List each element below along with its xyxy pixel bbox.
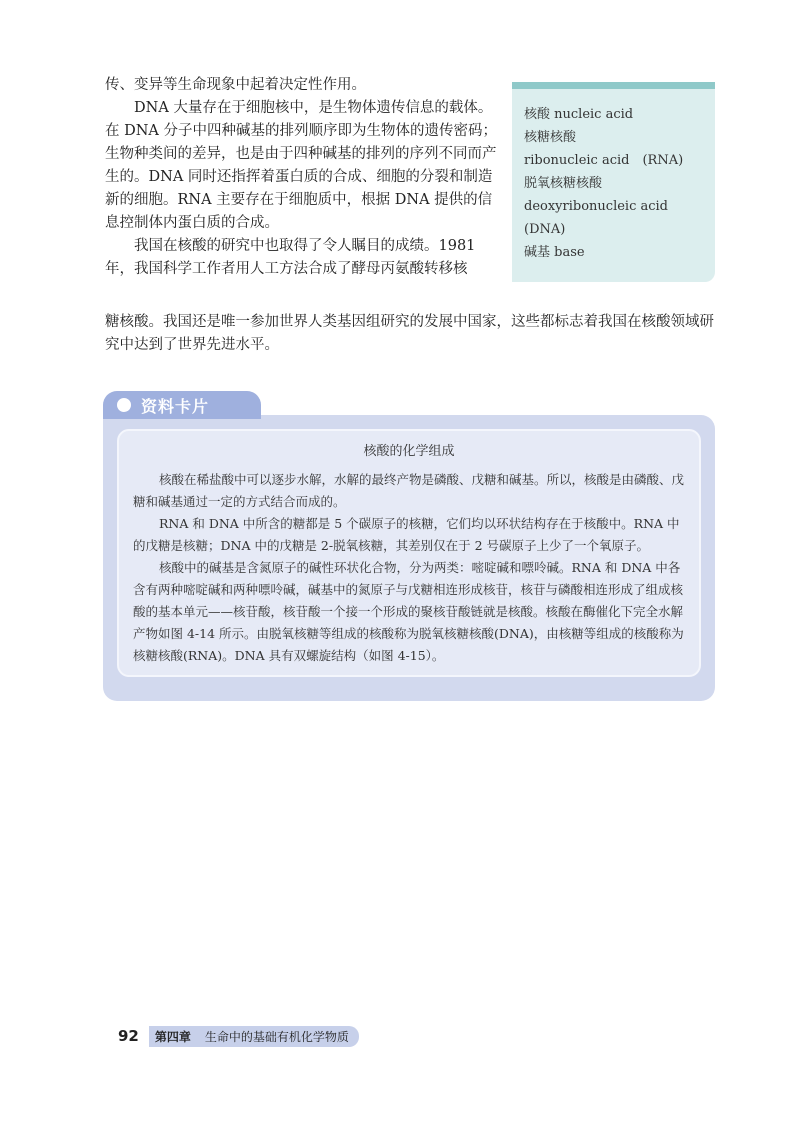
main-text-continuation <box>105 311 717 357</box>
info-card-content <box>117 429 701 677</box>
paragraph: 糖核酸。我国还是唯一参加世界人类基因组研究的发展中国家，这些都标志着我国在核酸领域研究中达到了世界先进水平。 <box>105 314 714 353</box>
info-card-tab <box>103 391 261 419</box>
chapter-bar <box>149 1026 359 1047</box>
info-card-tab-label: 资料卡片 <box>141 396 210 416</box>
circle-bullet-icon <box>117 398 131 412</box>
page-number: 92 <box>118 1027 139 1045</box>
paragraph: 核酸在稀盐酸中可以逐步水解，水解的最终产物是磷酸、戊糖和碱基。所以，核酸是由磷酸、戊糖和碱基通过一定的方式结合而成的。 <box>133 472 685 509</box>
glossary-term: 碱基 base <box>524 245 585 260</box>
glossary-term: deoxyribonucleic acid <box>524 199 668 214</box>
chapter-number: 第四章 <box>154 1029 191 1044</box>
glossary-term: 脱氧核糖核酸 <box>524 176 603 191</box>
paragraph: 传、变异等生命现象中起着决定性作用。 <box>105 77 366 93</box>
info-card <box>103 385 715 707</box>
info-card-title: 核酸的化学组成 <box>363 444 455 459</box>
glossary-sidebar <box>512 82 715 282</box>
paragraph: DNA 大量存在于细胞核中，是生物体遗传信息的载体。在 DNA 分子中四种碱基的排列顺序即为生物体的遗传密码；生物种类间的差异，也是由于四种碱基的排列的序列不同而产生的。DNA 同时还指挥着蛋白质的合成、细胞的分裂和制造新的细胞。RNA 主要存在于细胞质中，根据 DNA 提供的信息控制体内蛋白质的合成。 <box>105 100 498 231</box>
paragraph: 核酸中的碱基是含氮原子的碱性环状化合物，分为两类：嘧啶碱和嘌呤碱。RNA 和 DNA 中各含有两种嘧啶碱和两种嘌呤碱，碱基中的氮原子与戊糖相连形成核苷，核苷与磷酸相连形成了组成核酸的基本单元——核苷酸，核苷酸一个接一个形成的聚核苷酸链就是核酸。核酸在酶催化下完全水解产物如图 4-14 所示。由脱氧核糖等组成的核酸称为脱氧核糖核酸(DNA)，由核糖等组成的核酸称为核糖核酸(RNA)。DNA 具有双螺旋结构（如图 4-15）。 <box>133 560 684 663</box>
glossary-term: ribonucleic acid (RNA) <box>524 153 684 168</box>
glossary-term: (DNA) <box>524 222 566 237</box>
page-footer <box>118 1026 359 1046</box>
paragraph: RNA 和 DNA 中所含的糖都是 5 个碳原子的核糖，它们均以环状结构存在于核酸中。RNA 中的戊糖是核糖；DNA 中的戊糖是 2-脱氧核糖，其差别仅在于 2 号碳原子上少了一个氧原子。 <box>133 516 680 553</box>
glossary-term: 核酸 nucleic acid <box>524 107 634 122</box>
chapter-title: 生命中的基础有机化学物质 <box>204 1029 349 1044</box>
info-card-body <box>103 415 715 701</box>
glossary-term: 核糖核酸 <box>524 130 577 145</box>
paragraph: 我国在核酸的研究中也取得了令人瞩目的成绩。1981 年，我国科学工作者用人工方法合成了酵母丙氨酸转移核 <box>105 238 476 277</box>
main-text-column <box>105 74 505 281</box>
